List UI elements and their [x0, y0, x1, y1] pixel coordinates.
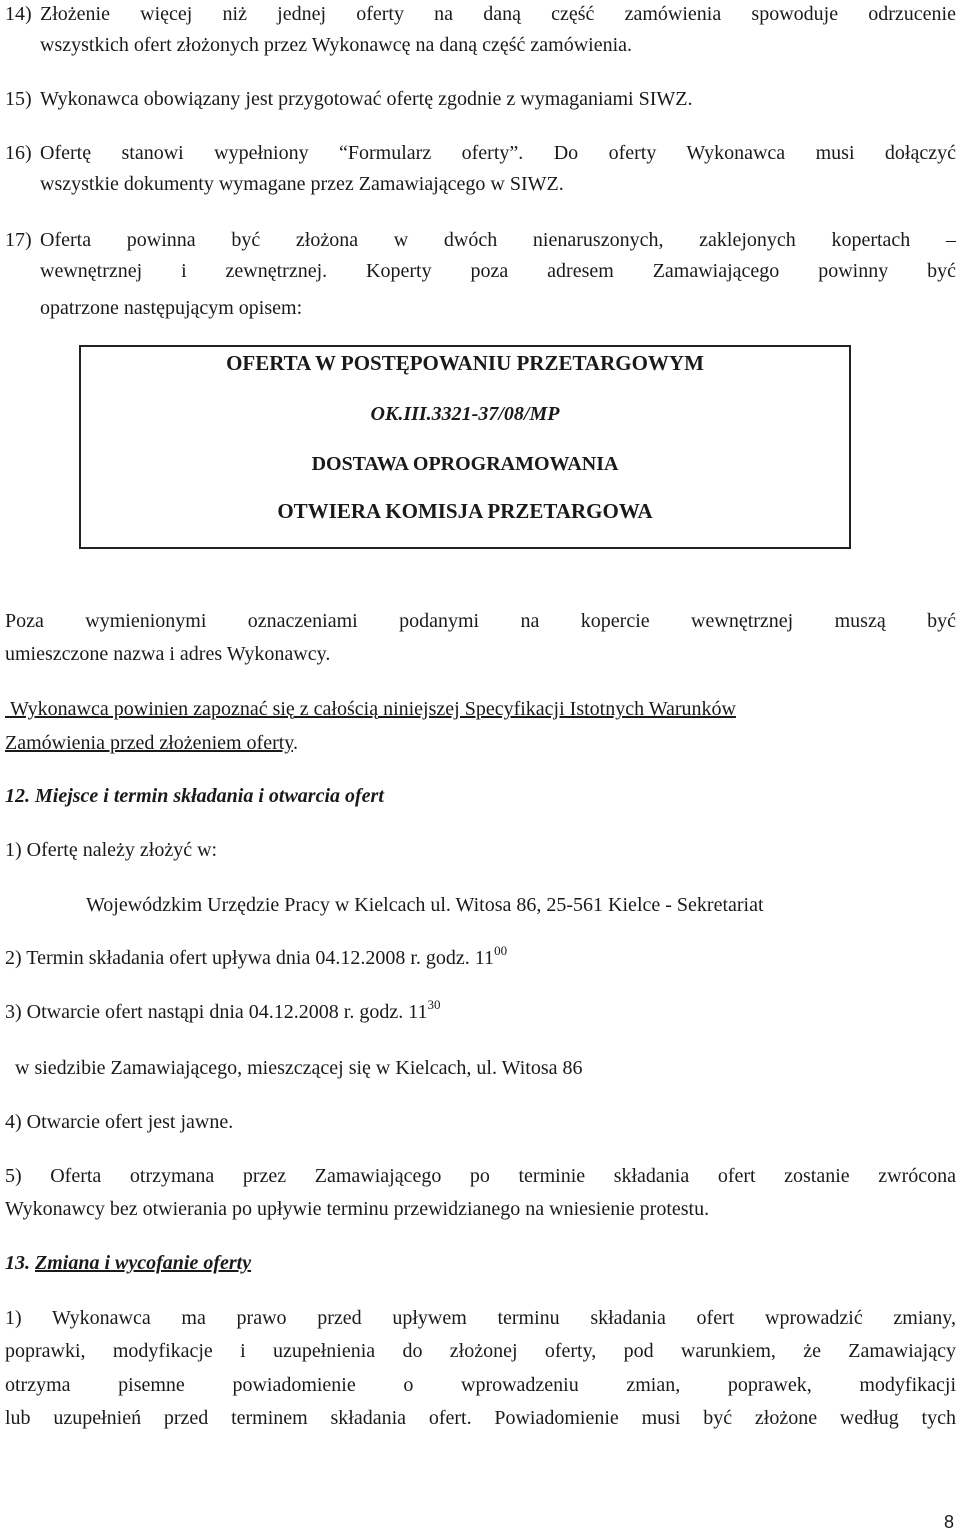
section-12-opening-place: w siedzibie Zamawiającego, mieszczącej się w Kielcach, ul. Witosa 86	[15, 1057, 583, 1079]
item-15-line-1: Wykonawca obowiązany jest przygotować ofertę zgodnie z wymaganiami SIWZ.	[40, 88, 693, 110]
item-17-line-2: wewnętrznej i zewnętrznej. Koperty poza adresem Zamawiającego powinny być	[40, 260, 956, 282]
section-12-point-2: 2) Termin składania ofert upływa dnia 04.12.2008 r. godz. $11^{00}$	[5, 943, 508, 969]
time-minutes-sup: 00	[494, 943, 508, 958]
envelope-line-subject: DOSTAWA OPROGRAMOWANIA	[311, 453, 619, 475]
section-12-point-3: 3) Otwarcie ofert nastąpi dnia 04.12.2008 r. godz. $11^{30}$	[5, 997, 441, 1023]
item-14-line-1: Złożenie więcej niż jednej oferty na daną część zamówienia spowoduje odrzucenie	[40, 3, 956, 25]
section-12-title: Miejsce i termin składania i otwarcia ofert	[35, 785, 384, 807]
section-13-number: 13.	[5, 1252, 30, 1274]
item-number: 16)	[5, 142, 32, 164]
item-16-line-2: wszystkie dokumenty wymagane przez Zamawiającego w SIWZ.	[40, 173, 564, 195]
section-13-title: Zmiana i wycofanie oferty	[35, 1252, 252, 1274]
note-line-1: Poza wymienionymi oznaczeniami podanymi na kopercie wewnętrznej muszą być	[5, 610, 956, 632]
item-16-line-1: Ofertę stanowi wypełniony “Formularz oferty”. Do oferty Wykonawca musi dołączyć	[40, 142, 956, 164]
section-13-heading	[5, 1251, 251, 1275]
section-12-point-5-line-1: 5) Oferta otrzymana przez Zamawiającego po terminie składania ofert zostanie zwrócona	[5, 1165, 956, 1187]
section-12-point-1: 1) Ofertę należy złożyć w:	[5, 839, 218, 861]
page-number: 8	[943, 1512, 954, 1532]
section-12-point-5-line-2: Wykonawcy bez otwierania po upływie terminu przewidzianego na wniesienie protestu.	[5, 1198, 710, 1220]
item-number: 17)	[5, 229, 32, 251]
note-line-2: umieszczone nazwa i adres Wykonawcy.	[5, 643, 331, 665]
envelope-line-commission: OTWIERA KOMISJA PRZETARGOWA	[277, 499, 653, 523]
notice-underlined-line-2: Zamówienia przed złożeniem oferty.	[5, 732, 299, 754]
item-17-line-3: opatrzone następującym opisem:	[40, 297, 303, 319]
section-13-line-4: lub uzupełnień przed terminem składania ofert. Powiadomienie musi być złożone według tych	[5, 1407, 956, 1429]
item-14-line-2: wszystkich ofert złożonych przez Wykonawcę na daną część zamówienia.	[40, 34, 633, 56]
section-12-address: Wojewódzkim Urzędzie Pracy w Kielcach ul. Witosa 86, 25-561 Kielce - Sekretariat	[86, 894, 764, 916]
item-number: 14)	[5, 3, 32, 25]
envelope-line-offer: OFERTA W POSTĘPOWANIU PRZETARGOWYM	[226, 351, 704, 375]
envelope-label-box	[79, 345, 851, 549]
time-minutes-sup: 30	[427, 997, 441, 1012]
section-12-heading	[5, 784, 384, 808]
section-13-line-1: 1) Wykonawca ma prawo przed upływem terminu składania ofert wprowadzić zmiany,	[5, 1307, 956, 1329]
section-12-point-4: 4) Otwarcie ofert jest jawne.	[5, 1111, 234, 1133]
envelope-line-reference: OK.III.3321-37/08/MP	[370, 403, 560, 425]
section-12-number: 12.	[5, 785, 30, 807]
item-17-line-1: Oferta powinna być złożona w dwóch nienaruszonych, zaklejonych kopertach –	[40, 229, 956, 251]
item-number: 15)	[5, 88, 32, 110]
notice-underlined-line-1: Wykonawca powinien zapoznać się z całością niniejszej Specyfikacji Istotnych Warunków	[10, 698, 736, 720]
section-13-line-3: otrzyma pisemne powiadomienie o wprowadzeniu zmian, poprawek, modyfikacji	[5, 1374, 956, 1396]
section-13-line-2: poprawki, modyfikacje i uzupełnienia do złożonej oferty, pod warunkiem, że Zamawiający	[5, 1340, 956, 1362]
